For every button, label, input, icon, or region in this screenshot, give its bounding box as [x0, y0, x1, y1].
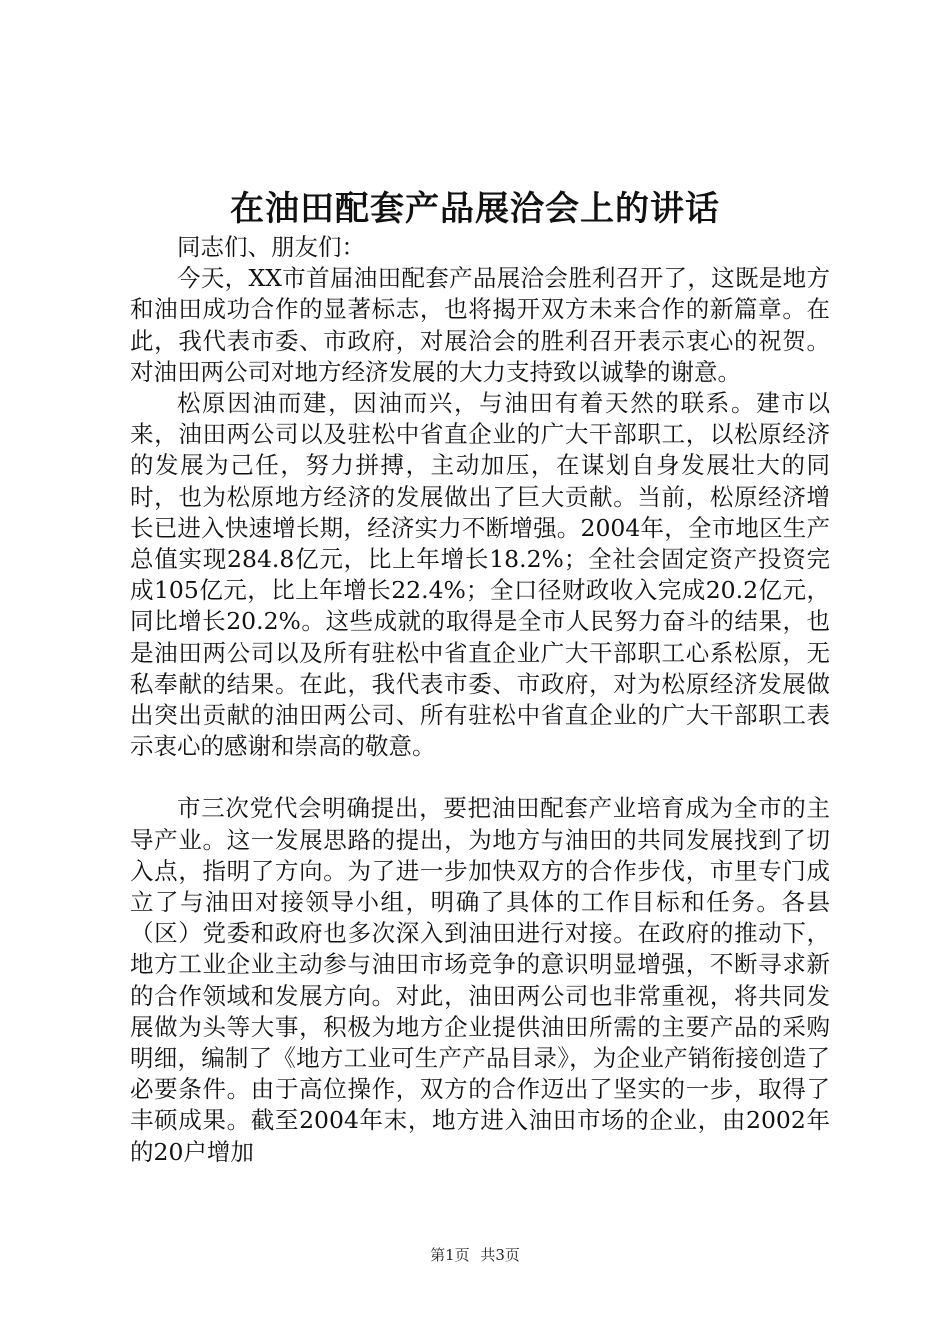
- paragraph-cooperation: 市三次党代会明确提出，要把油田配套产业培育成为全市的主导产业。这一发展思路的提出，为地方与油田的共同发展找到了切入点，指明了方向。为了进一步加快双方的合作步伐，市里专门成立了与油田对接领导小组，明确了具体的工作目标和任务。各县（区）党委和政府也多次深入到油田进行对接。在政府的推动下，地方工业企业主动参与油田市场竞争的意识明显增强，不断寻求新的合作领域和发展方向。对此，油田两公司也非常重视，将共同发展做为头等大事，积极为地方企业提供油田所需的主要产品的采购明细，编制了《地方工业可生产产品目录》，为企业产销衔接创造了必要条件。由于高位操作，双方的合作迈出了坚实的一步，取得了丰硕成果。截至2004年末，地方进入油田市场的企业，由2002年的20户增加: [130, 794, 830, 1166]
- paragraph-opening: 今天，XX市首届油田配套产品展洽会胜利召开了，这既是地方和油田成功合作的显著标志，也将揭开双方未来合作的新篇章。在此，我代表市委、市政府，对展洽会的胜利召开表示衷心的祝贺。对油田两公司对地方经济发展的大力支持致以诚挚的谢意。: [130, 264, 830, 386]
- document-body: [130, 232, 830, 1168]
- page-title: 在油田配套产品展洽会上的讲话: [230, 189, 720, 229]
- page-number: 第1页: [430, 1246, 470, 1264]
- page-total: 共3页: [480, 1246, 520, 1264]
- page-footer: [0, 1245, 950, 1265]
- paragraph-economy: 松原因油而建，因油而兴，与油田有着天然的联系。建市以来，油田两公司以及驻松中省直企业的广大干部职工，以松原经济的发展为己任，努力拼搏，主动加压，在谋划自身发展壮大的同时，也为松原地方经济的发展做出了巨大贡献。当前，松原经济增长已进入快速增长期，经济实力不断增强。2004年，全市地区生产总值实现284.8亿元，比上年增长18.2%；全社会固定资产投资完成105亿元，比上年增长22.4%；全口径财政收入完成20.2亿元，同比增长20.2%。这些成就的取得是全市人民努力奋斗的结果，也是油田两公司以及所有驻松中省直企业广大干部职工心系松原，无私奉献的结果。在此，我代表市委、市政府，对为松原经济发展做出突出贡献的油田两公司、所有驻松中省直企业的广大干部职工表示衷心的感谢和崇高的敬意。: [130, 389, 830, 761]
- salutation: 同志们、朋友们：: [177, 233, 365, 261]
